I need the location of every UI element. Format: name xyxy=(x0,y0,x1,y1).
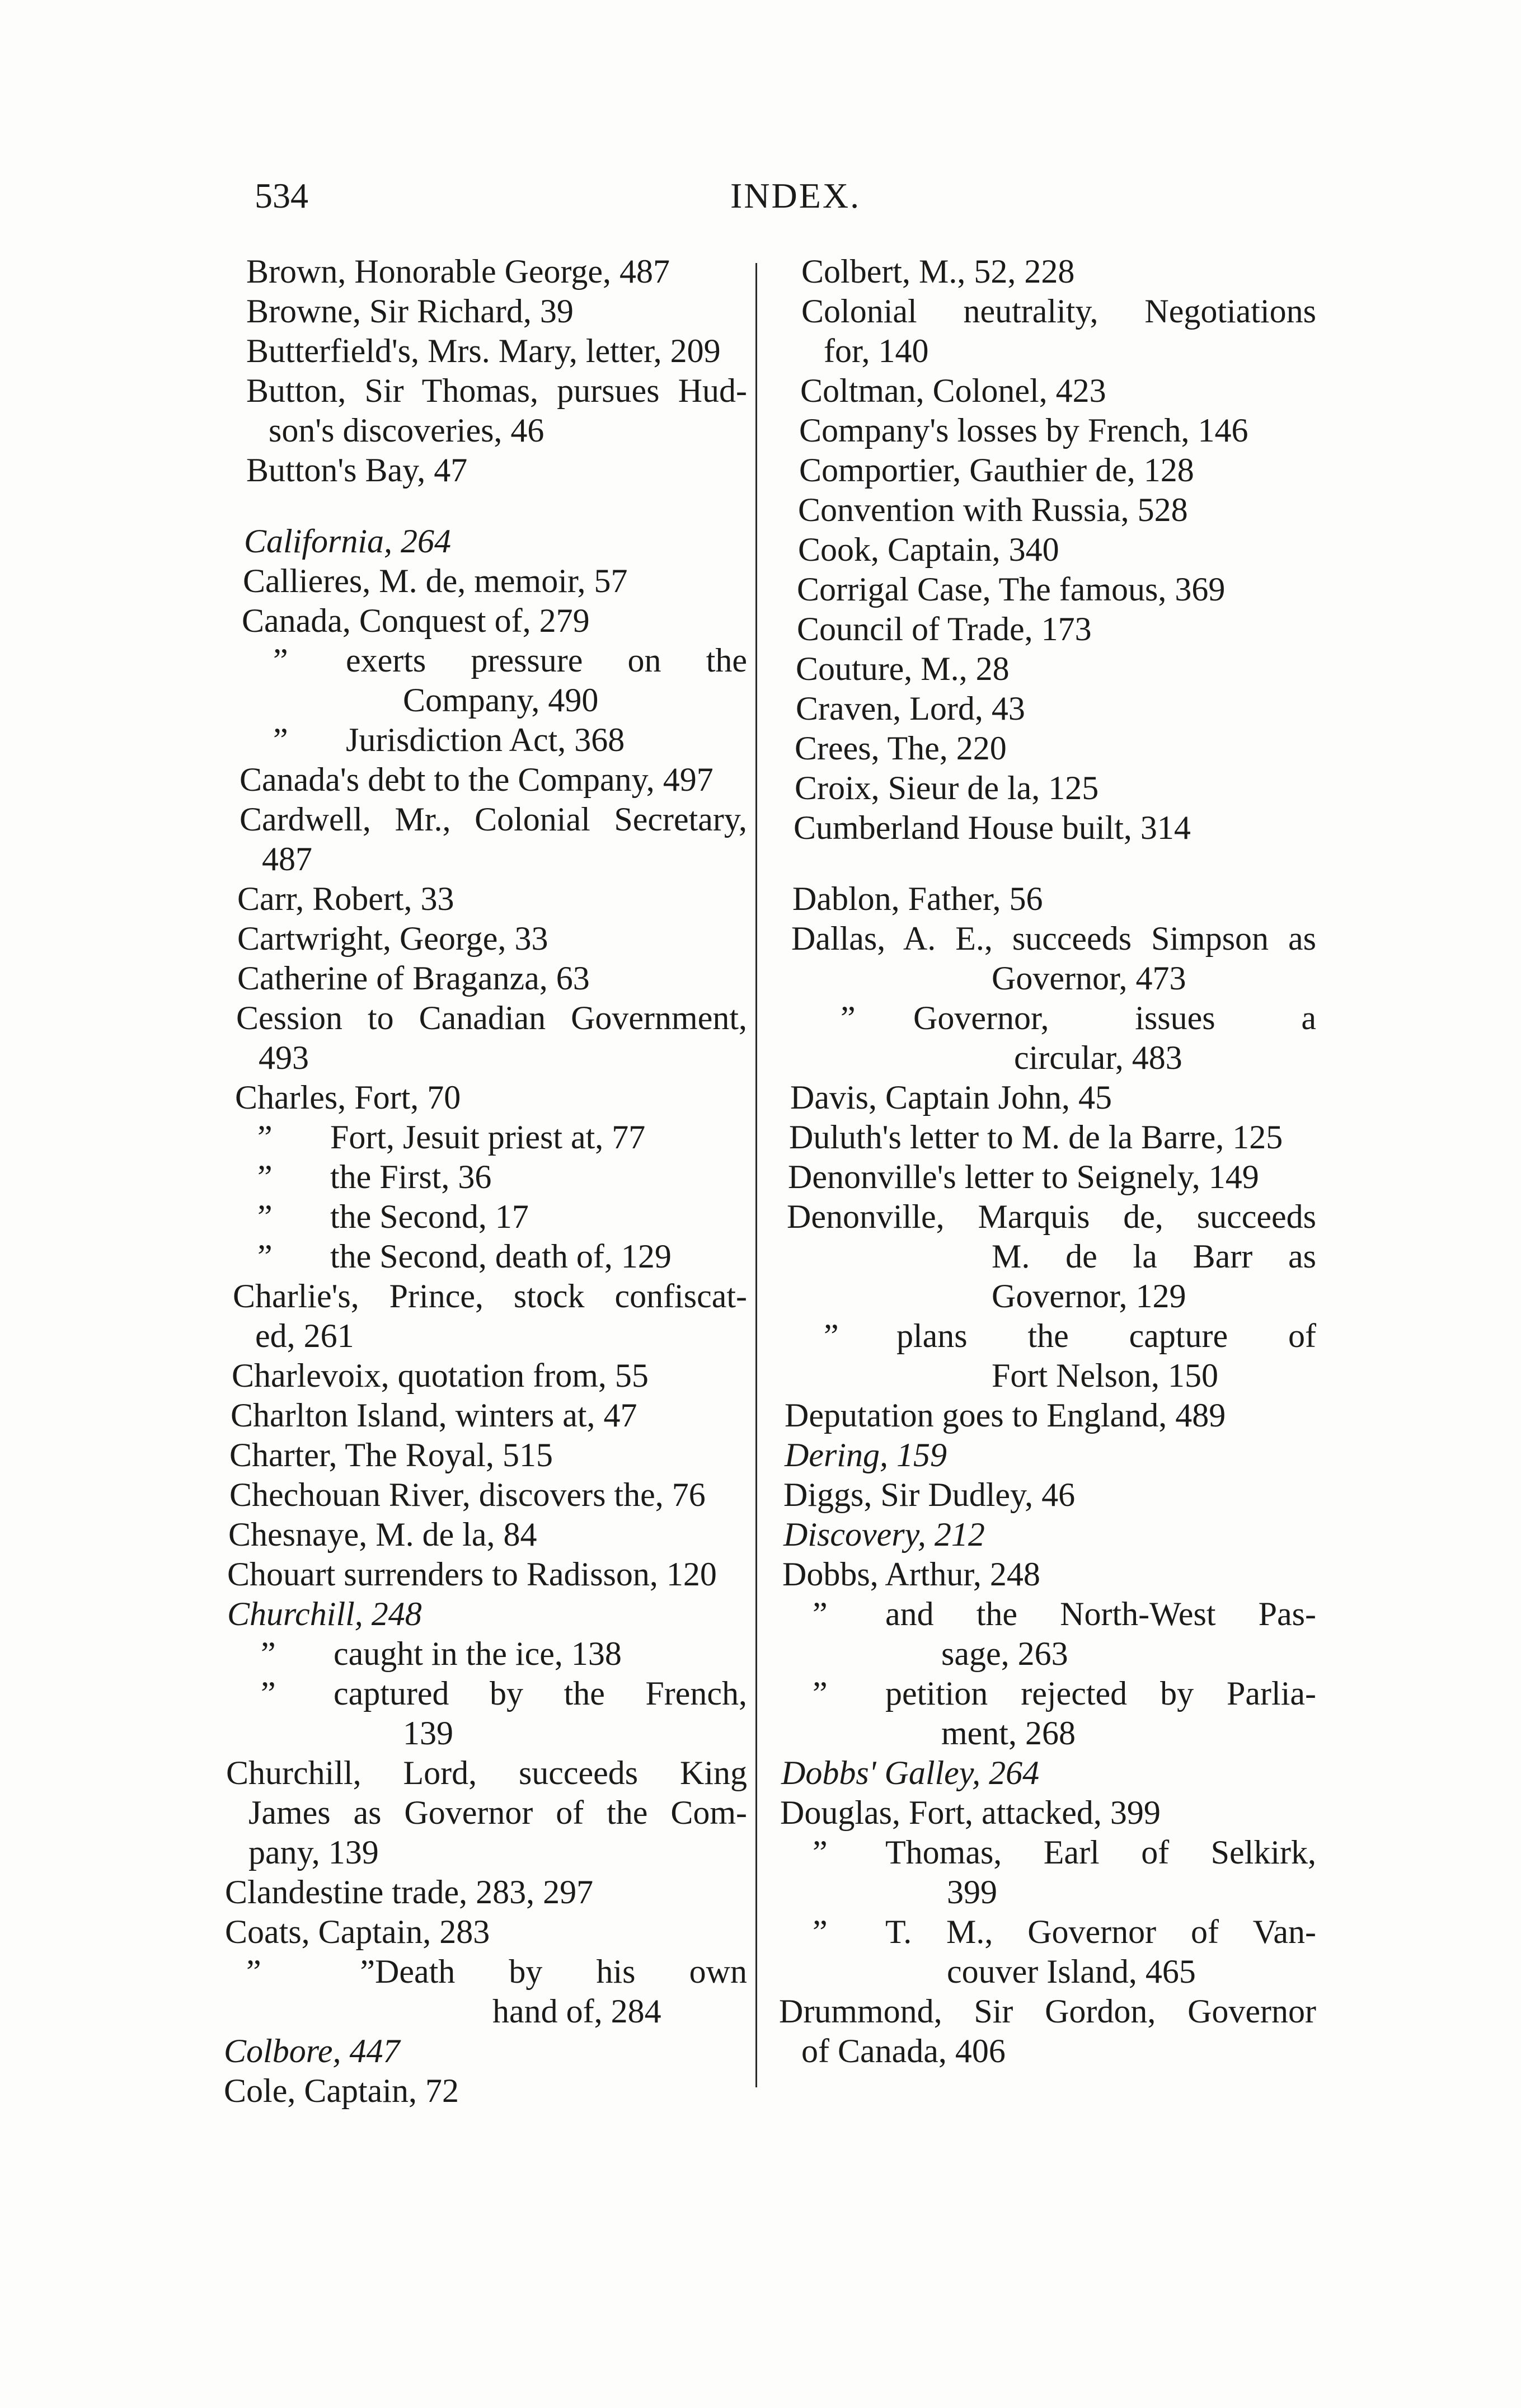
entry-text: sage, 263 xyxy=(941,1635,1068,1672)
entry-text: Canada, Conquest of, 279 xyxy=(242,602,590,639)
index-entry xyxy=(224,1634,747,1674)
entry-text: Chouart surrenders to Radisson, 120 xyxy=(227,1556,717,1593)
index-column-left xyxy=(224,252,747,2111)
index-entry xyxy=(779,1674,1316,1714)
index-entry xyxy=(224,371,747,411)
page-number: 534 xyxy=(255,176,308,215)
entry-text: Charlevoix, quotation from, 55 xyxy=(232,1357,649,1394)
index-entry xyxy=(224,450,747,490)
index-entry xyxy=(779,1197,1316,1237)
index-entry xyxy=(779,729,1316,768)
index-entry xyxy=(779,1833,1316,1872)
entry-text: ed, 261 xyxy=(255,1317,354,1354)
entry-text: Chesnaye, M. de la, 84 xyxy=(228,1516,537,1553)
index-entry xyxy=(224,760,747,800)
index-entry xyxy=(224,1316,747,1356)
index-entry xyxy=(779,1515,1316,1555)
entry-text: Charles, Fort, 70 xyxy=(235,1079,461,1116)
ditto-mark: ” xyxy=(813,1834,828,1871)
index-entry xyxy=(779,1952,1316,1992)
index-entry xyxy=(224,998,747,1038)
index-entry xyxy=(779,1912,1316,1952)
index-entry xyxy=(779,649,1316,689)
entry-gap xyxy=(779,848,1316,879)
entry-text: 399 xyxy=(947,1874,997,1911)
entry-text: exerts pressure on the xyxy=(346,642,747,679)
index-entry xyxy=(779,1157,1316,1197)
entry-text: Dobbs' Galley, 264 xyxy=(781,1754,1040,1791)
entry-text: Callieres, M. de, memoir, 57 xyxy=(243,562,628,599)
entry-text: Governor, 473 xyxy=(992,960,1186,997)
index-entry xyxy=(224,1118,747,1157)
index-entry xyxy=(224,1753,747,1793)
running-head: INDEX. xyxy=(730,176,861,215)
index-entry xyxy=(224,411,747,450)
index-entry xyxy=(779,411,1316,450)
entry-text: Denonville's letter to Seignely, 149 xyxy=(788,1158,1259,1195)
entry-text: Cole, Captain, 72 xyxy=(224,2072,459,2109)
index-entry xyxy=(779,252,1316,292)
entry-text: caught in the ice, 138 xyxy=(334,1635,622,1672)
entry-text: California, 264 xyxy=(244,523,452,560)
index-entry xyxy=(224,2031,747,2071)
entry-text: Butterfield's, Mrs. Mary, letter, 209 xyxy=(246,332,721,369)
entry-text: Cartwright, George, 33 xyxy=(237,920,548,957)
entry-text: Crees, The, 220 xyxy=(795,730,1007,767)
entry-text: Croix, Sieur de la, 125 xyxy=(795,769,1099,806)
entry-text: 139 xyxy=(403,1715,453,1752)
entry-text: of Canada, 406 xyxy=(801,2033,1006,2069)
ditto-mark: ” xyxy=(841,999,856,1036)
entry-text: Colbore, 447 xyxy=(224,2033,400,2069)
entry-text: Drummond, Sir Gordon, Governor xyxy=(779,1993,1316,2030)
index-entry xyxy=(224,1555,747,1594)
index-entry xyxy=(224,959,747,998)
index-entry xyxy=(779,1992,1316,2031)
index-entry xyxy=(779,570,1316,609)
index-entry xyxy=(779,331,1316,371)
entry-text: plans the capture of xyxy=(896,1317,1316,1354)
entry-text: M. de la Barr as xyxy=(992,1238,1316,1275)
index-entry xyxy=(779,1356,1316,1396)
entry-text: Death by his own xyxy=(375,1953,747,1990)
ditto-mark: ” xyxy=(813,1675,828,1712)
index-entry xyxy=(779,1793,1316,1833)
entry-text: Charlie's, Prince, stock confiscat- xyxy=(233,1278,747,1315)
entry-text: Carr, Robert, 33 xyxy=(237,880,454,917)
ditto-mark: ” xyxy=(813,1595,828,1632)
entry-text: Cardwell, Mr., Colonial Secretary, xyxy=(240,801,747,838)
index-entry xyxy=(224,1475,747,1515)
index-entry xyxy=(224,839,747,879)
column-rule xyxy=(755,263,757,2087)
entry-text: Dobbs, Arthur, 248 xyxy=(782,1556,1040,1593)
index-entry xyxy=(224,601,747,641)
entry-text: son's discoveries, 46 xyxy=(269,412,544,449)
entry-text: Duluth's letter to M. de la Barre, 125 xyxy=(789,1119,1283,1156)
entry-text: captured by the French, xyxy=(334,1675,747,1712)
entry-text: Chechouan River, discovers the, 76 xyxy=(229,1476,706,1513)
ditto-mark: ” xyxy=(257,1119,273,1156)
index-entry xyxy=(779,1316,1316,1356)
entry-text: Convention with Russia, 528 xyxy=(798,491,1188,528)
index-entry xyxy=(224,292,747,331)
index-entry xyxy=(224,1872,747,1912)
entry-text: couver Island, 465 xyxy=(947,1953,1196,1990)
index-entry xyxy=(224,1157,747,1197)
entry-text: Craven, Lord, 43 xyxy=(796,690,1025,727)
index-entry xyxy=(779,1714,1316,1753)
index-entry xyxy=(779,609,1316,649)
index-entry xyxy=(224,1396,747,1435)
ditto-mark: ” xyxy=(257,1158,273,1195)
entry-text: Fort, Jesuit priest at, 77 xyxy=(330,1119,646,1156)
entry-text: Denonville, Marquis de, succeeds xyxy=(787,1198,1316,1235)
index-entry xyxy=(779,1872,1316,1912)
index-entry xyxy=(224,1793,747,1833)
entry-text: James as Governor of the Com- xyxy=(248,1794,747,1831)
entry-text: Couture, M., 28 xyxy=(796,650,1010,687)
index-entry xyxy=(779,1038,1316,1078)
index-entry xyxy=(224,522,747,561)
entry-text: Jurisdiction Act, 368 xyxy=(346,721,625,758)
ditto-mark: ” xyxy=(273,642,288,679)
entry-text: Davis, Captain John, 45 xyxy=(790,1079,1112,1116)
index-entry xyxy=(779,1396,1316,1435)
entry-text: T. M., Governor of Van- xyxy=(885,1913,1316,1950)
entry-text: hand of, 284 xyxy=(492,1993,661,2030)
entry-text: Deputation goes to England, 489 xyxy=(785,1397,1226,1434)
ditto-mark: ” ” xyxy=(246,1953,375,1990)
index-entry xyxy=(779,1435,1316,1475)
index-entry xyxy=(779,450,1316,490)
index-entry xyxy=(779,371,1316,411)
entry-text: petition rejected by Parlia- xyxy=(885,1675,1316,1712)
index-entry xyxy=(224,1356,747,1396)
entry-text: Canada's debt to the Company, 497 xyxy=(240,761,713,798)
ditto-mark: ” xyxy=(261,1675,276,1712)
index-entry xyxy=(779,1237,1316,1276)
entry-text: Coltman, Colonel, 423 xyxy=(800,372,1106,409)
entry-text: Company's losses by French, 146 xyxy=(799,412,1248,449)
entry-text: Corrigal Case, The famous, 369 xyxy=(797,571,1226,608)
index-entry xyxy=(224,1912,747,1952)
index-entry xyxy=(224,1276,747,1316)
entry-text: Button, Sir Thomas, pursues Hud- xyxy=(246,372,747,409)
entry-text: Dering, 159 xyxy=(785,1437,947,1473)
ditto-mark: ” xyxy=(257,1238,273,1275)
entry-text: Browne, Sir Richard, 39 xyxy=(246,293,574,330)
entry-text: Catherine of Braganza, 63 xyxy=(237,960,590,997)
index-entry xyxy=(779,808,1316,848)
index-entry xyxy=(224,1833,747,1872)
index-entry xyxy=(224,720,747,760)
entry-text: Discovery, 212 xyxy=(783,1516,985,1553)
entry-text: the Second, 17 xyxy=(330,1198,529,1235)
index-entry xyxy=(779,2031,1316,2071)
index-entry xyxy=(224,1197,747,1237)
index-entry xyxy=(224,1714,747,1753)
entry-text: Dallas, A. E., succeeds Simpson as xyxy=(791,920,1316,957)
entry-text: Churchill, 248 xyxy=(227,1595,422,1632)
index-entry xyxy=(224,1435,747,1475)
index-entry xyxy=(779,1078,1316,1118)
entry-text: circular, 483 xyxy=(1014,1039,1182,1076)
entry-text: ment, 268 xyxy=(941,1715,1076,1752)
index-entry xyxy=(224,1237,747,1276)
index-entry xyxy=(224,1078,747,1118)
entry-text: Governor, 129 xyxy=(992,1278,1186,1315)
index-entry xyxy=(779,1118,1316,1157)
index-entry xyxy=(224,680,747,720)
entry-text: 493 xyxy=(259,1039,309,1076)
entry-text: Douglas, Fort, attacked, 399 xyxy=(780,1794,1161,1831)
entry-text: Colbert, M., 52, 228 xyxy=(801,253,1075,290)
ditto-mark: ” xyxy=(813,1913,828,1950)
index-entry xyxy=(224,252,747,292)
entry-text: Button's Bay, 47 xyxy=(246,452,468,489)
index-entry xyxy=(224,1515,747,1555)
entry-text: Clandestine trade, 283, 297 xyxy=(225,1874,594,1911)
index-entry xyxy=(224,879,747,919)
entry-text: Colonial neutrality, Negotiations xyxy=(801,293,1316,330)
entry-text: Council of Trade, 173 xyxy=(797,611,1092,647)
entry-text: Fort Nelson, 150 xyxy=(992,1357,1218,1394)
entry-text: Comportier, Gauthier de, 128 xyxy=(799,452,1194,489)
index-entry xyxy=(224,1594,747,1634)
entry-text: and the North-West Pas- xyxy=(885,1595,1316,1632)
index-entry xyxy=(779,1475,1316,1515)
index-entry xyxy=(779,1594,1316,1634)
index-entry xyxy=(224,1674,747,1714)
index-entry xyxy=(779,1276,1316,1316)
ditto-mark: ” xyxy=(273,721,288,758)
entry-text: Charter, The Royal, 515 xyxy=(229,1437,553,1473)
index-entry xyxy=(224,331,747,371)
entry-text: Governor, issues a xyxy=(913,999,1316,1036)
entry-text: pany, 139 xyxy=(248,1834,379,1871)
index-entry xyxy=(779,1753,1316,1793)
entry-text: Coats, Captain, 283 xyxy=(225,1913,490,1950)
index-entry xyxy=(779,879,1316,919)
index-entry xyxy=(779,689,1316,729)
index-entry xyxy=(224,2071,747,2111)
entry-text: Company, 490 xyxy=(403,682,599,719)
index-entry xyxy=(224,1992,747,2031)
index-entry xyxy=(224,1038,747,1078)
entry-text: 487 xyxy=(262,841,312,877)
index-entry xyxy=(224,1952,747,1992)
index-entry xyxy=(224,800,747,839)
entry-text: Dablon, Father, 56 xyxy=(792,880,1043,917)
index-entry xyxy=(779,768,1316,808)
entry-text: the First, 36 xyxy=(330,1158,492,1195)
entry-text: Charlton Island, winters at, 47 xyxy=(231,1397,637,1434)
ditto-mark: ” xyxy=(824,1317,839,1354)
index-entry xyxy=(779,292,1316,331)
index-entry xyxy=(224,919,747,959)
entry-text: for, 140 xyxy=(824,332,929,369)
index-entry xyxy=(779,919,1316,959)
entry-gap xyxy=(224,490,747,522)
index-entry xyxy=(779,1555,1316,1594)
entry-text: Cumberland House built, 314 xyxy=(794,809,1191,846)
entry-text: Churchill, Lord, succeeds King xyxy=(226,1754,747,1791)
index-entry xyxy=(779,530,1316,570)
index-entry xyxy=(224,561,747,601)
index-column-right xyxy=(779,252,1316,2071)
entry-text: Thomas, Earl of Selkirk, xyxy=(885,1834,1316,1871)
index-entry xyxy=(779,959,1316,998)
index-entry xyxy=(779,998,1316,1038)
index-entry xyxy=(779,490,1316,530)
entry-text: Cook, Captain, 340 xyxy=(798,531,1059,568)
ditto-mark: ” xyxy=(257,1198,273,1235)
entry-text: Brown, Honorable George, 487 xyxy=(246,253,670,290)
entry-text: Diggs, Sir Dudley, 46 xyxy=(783,1476,1076,1513)
entry-text: the Second, death of, 129 xyxy=(330,1238,672,1275)
index-entry xyxy=(224,641,747,680)
index-entry xyxy=(779,1634,1316,1674)
ditto-mark: ” xyxy=(261,1635,276,1672)
entry-text: Cession to Canadian Government, xyxy=(236,999,747,1036)
